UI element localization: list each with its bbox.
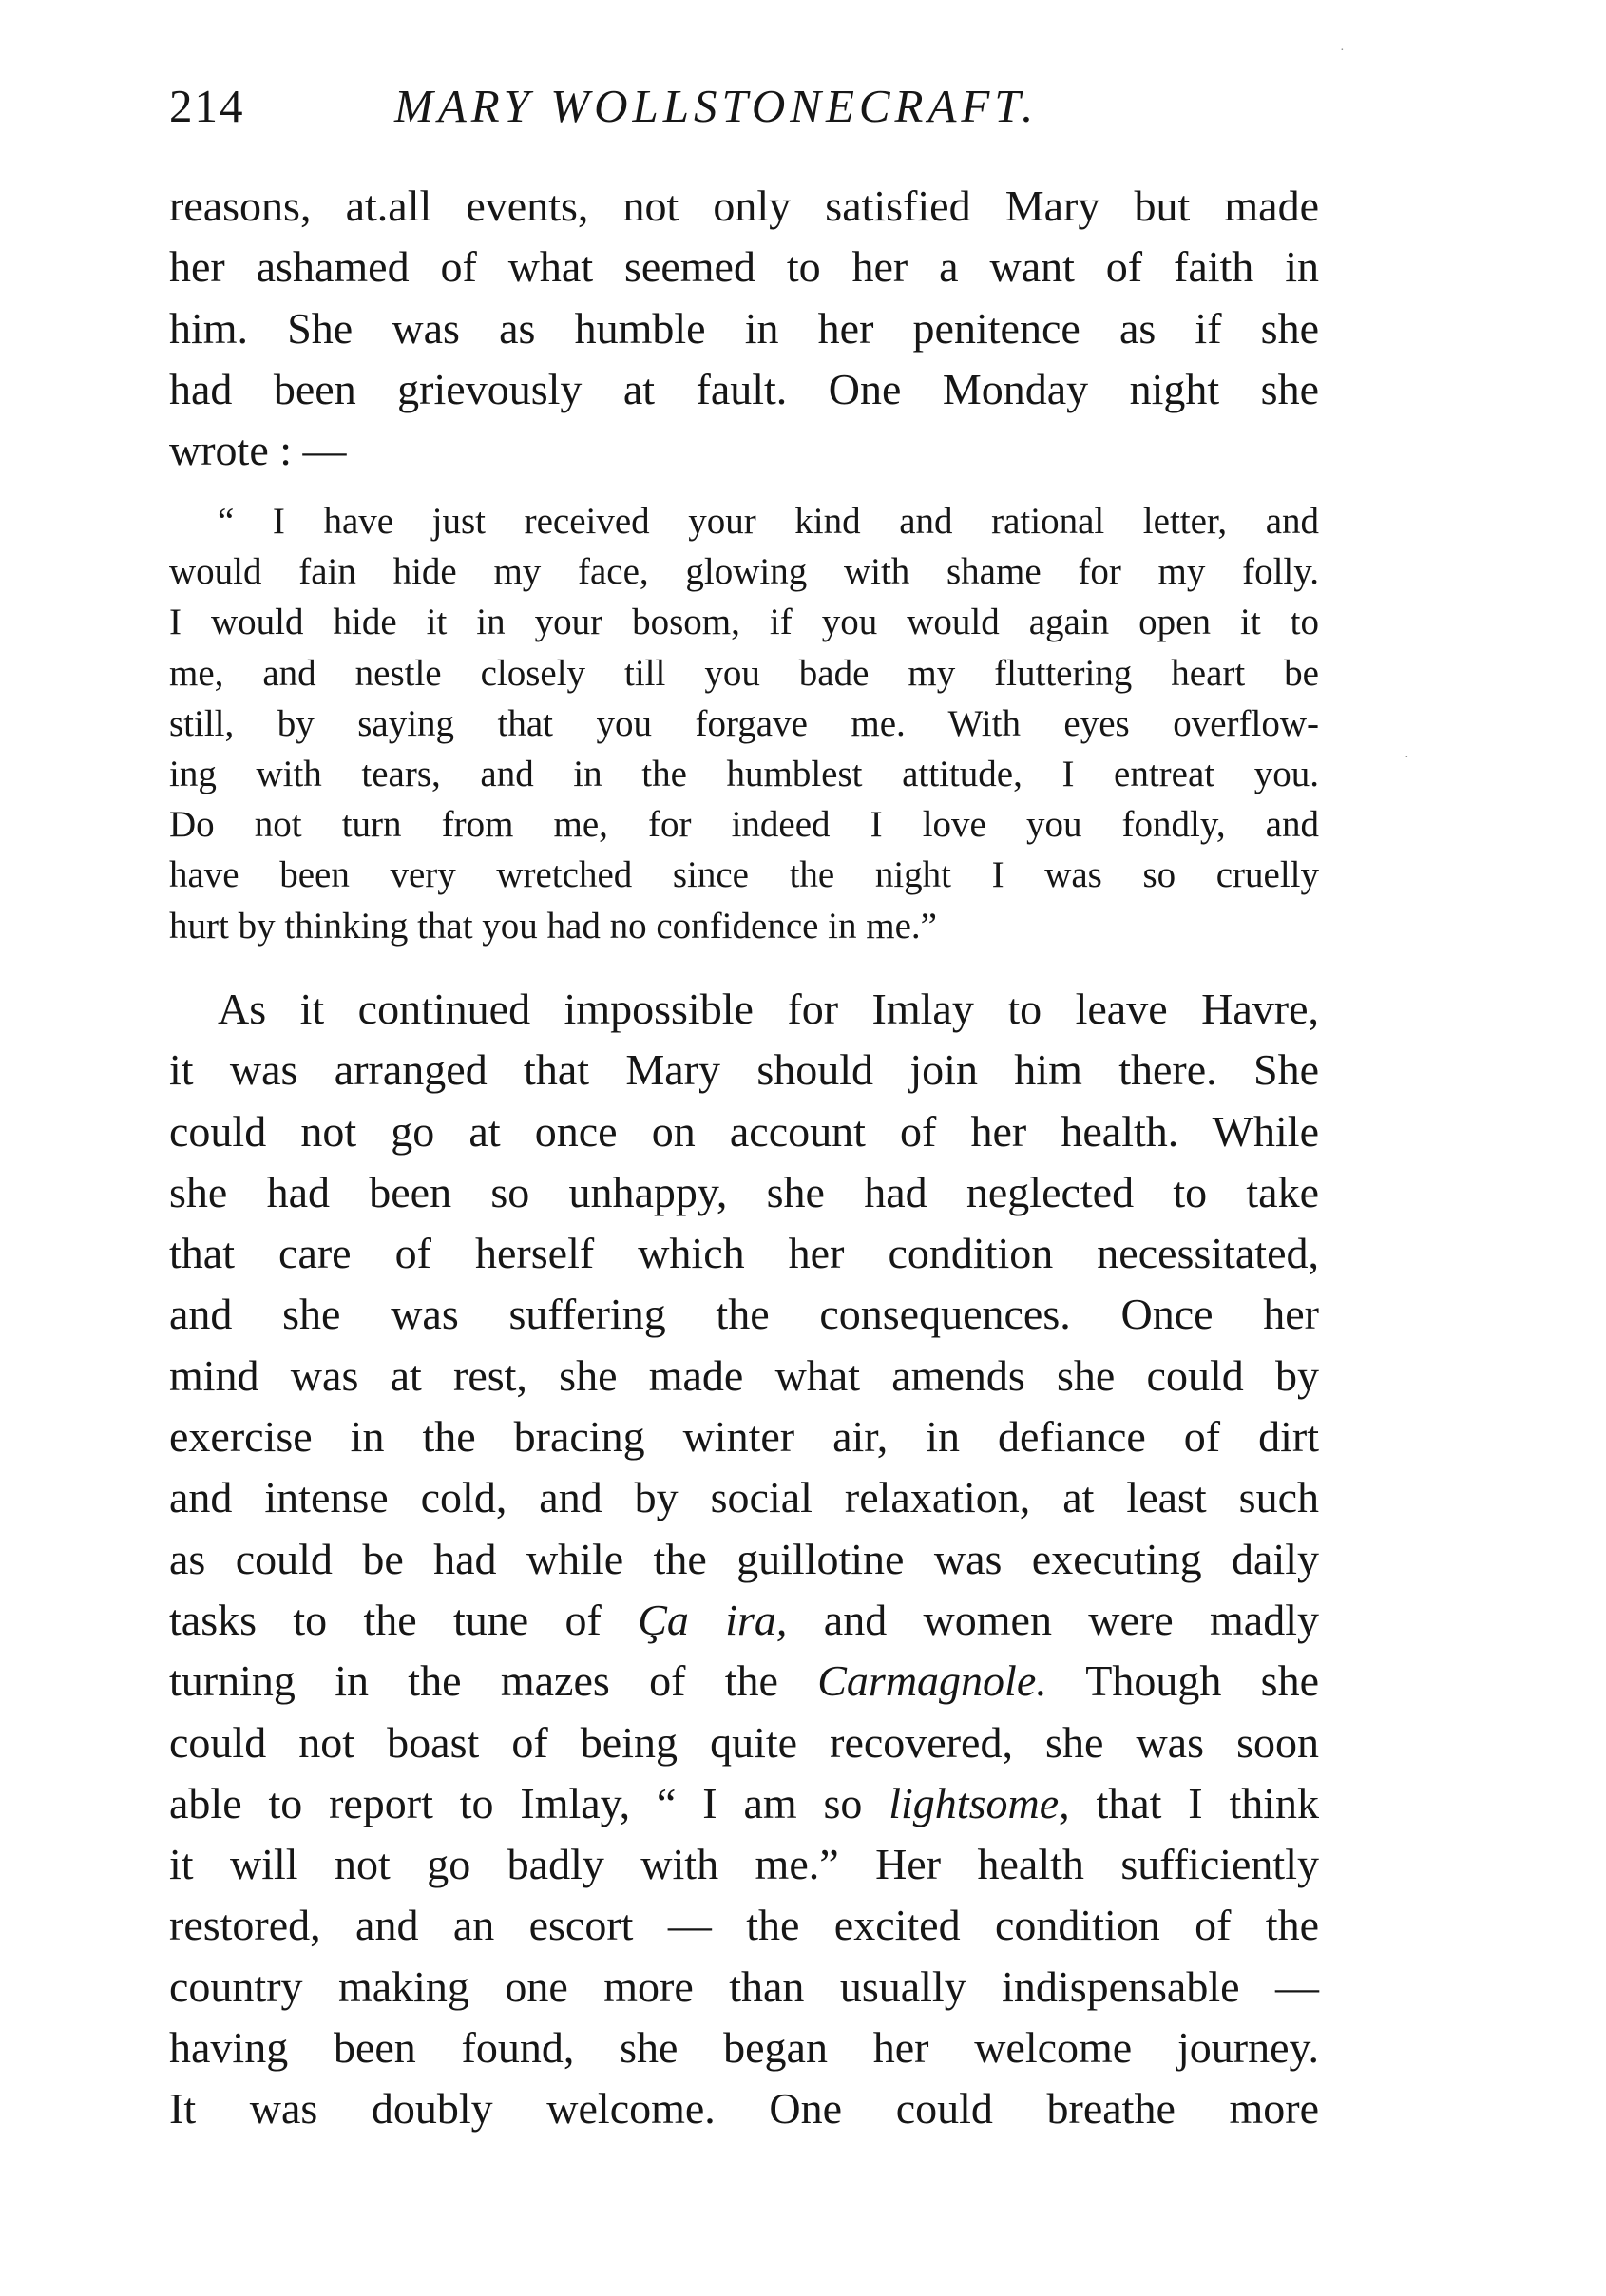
text-line: As it continued impossible for Imlay to leave Havre, (218, 985, 1319, 1033)
text-line: wrote : — (169, 426, 347, 475)
quote-line: hurt by thinking that you had no confidence in me.” (169, 905, 937, 947)
text-line: it will not go badly with me.” Her health sufficiently (169, 1840, 1319, 1889)
text-line: exercise in the bracing winter air, in defiance of dirt (169, 1412, 1319, 1462)
italic-phrase-carmagnole: Carmagnole. (817, 1656, 1047, 1706)
text-run: Though she (1046, 1656, 1319, 1706)
page-number: 214 (169, 80, 245, 132)
text-line: it was arranged that Mary should join him there. She (169, 1045, 1319, 1095)
scan-speck: · (1405, 751, 1409, 765)
quote-line: me, and nestle closely till you bade my fluttering heart be (169, 652, 1319, 694)
text-line: It was doubly welcome. One could breathe more (169, 2084, 1319, 2133)
paragraph-1 (169, 176, 1319, 481)
text-line: she had been so unhappy, she had neglected to take (169, 1167, 1319, 1216)
text-run: turning in the mazes of the (169, 1656, 818, 1706)
text-run: tasks to the tune of (169, 1595, 639, 1644)
text-run: able to report to Imlay, “ I am so (169, 1778, 889, 1827)
quote-line: still, by saying that you forgave me. With eyes overflow- (169, 702, 1319, 744)
text-line: mind was at rest, she made what amends she could by (169, 1350, 1319, 1400)
quote-line: I would hide it in your bosom, if you would again open it to (169, 602, 1319, 643)
text-line (169, 1773, 1319, 1834)
text-line: had been grievously at fault. One Monday night she (169, 364, 1319, 413)
quote-line: “ I have just received your kind and rational letter, and (218, 501, 1319, 542)
text-line (169, 1651, 1319, 1712)
text-line: country making one more than usually indispensable — (169, 1961, 1319, 2011)
text-line: as could be had while the guillotine was executing daily (169, 1534, 1319, 1583)
text-run: and women were madly (787, 1595, 1319, 1644)
text-line: that care of herself which her condition necessitated, (169, 1229, 1319, 1278)
quoted-letter (169, 496, 1319, 951)
text-line: having been found, she began her welcome journey. (169, 2023, 1319, 2073)
text-line: restored, and an escort — the excited condition of the (169, 1901, 1319, 1950)
italic-word-lightsome: lightsome, (889, 1778, 1070, 1827)
quote-line: ing with tears, and in the humblest attitude, I entreat you. (169, 753, 1319, 794)
scan-speck: · (1340, 44, 1345, 58)
italic-phrase-ca-ira: Ça ira, (638, 1595, 788, 1644)
text-line: reasons, at.all events, not only satisfied Mary but made (169, 182, 1319, 230)
text-run: that I think (1069, 1778, 1320, 1827)
text-line: could not boast of being quite recovered, she was soon (169, 1717, 1319, 1767)
text-line: and she was suffering the consequences. Once her (169, 1290, 1319, 1339)
quote-line: have been very wretched since the night I was so cruelly (169, 854, 1319, 896)
paragraph-2 (169, 979, 1319, 2140)
page-header (169, 68, 1319, 144)
quote-line: Do not turn from me, for indeed I love you fondly, and (169, 804, 1319, 846)
text-line: her ashamed of what seemed to her a want of faith in (169, 242, 1319, 292)
text-line: could not go at once on account of her health. While (169, 1106, 1319, 1156)
text-line: him. She was as humble in her penitence as if she (169, 303, 1319, 353)
text-line (169, 1590, 1319, 1651)
quote-line: would fain hide my face, glowing with shame for my folly. (169, 551, 1319, 593)
running-title: MARY WOLLSTONECRAFT. (394, 80, 1039, 132)
text-line: and intense cold, and by social relaxation, at least such (169, 1473, 1319, 1522)
